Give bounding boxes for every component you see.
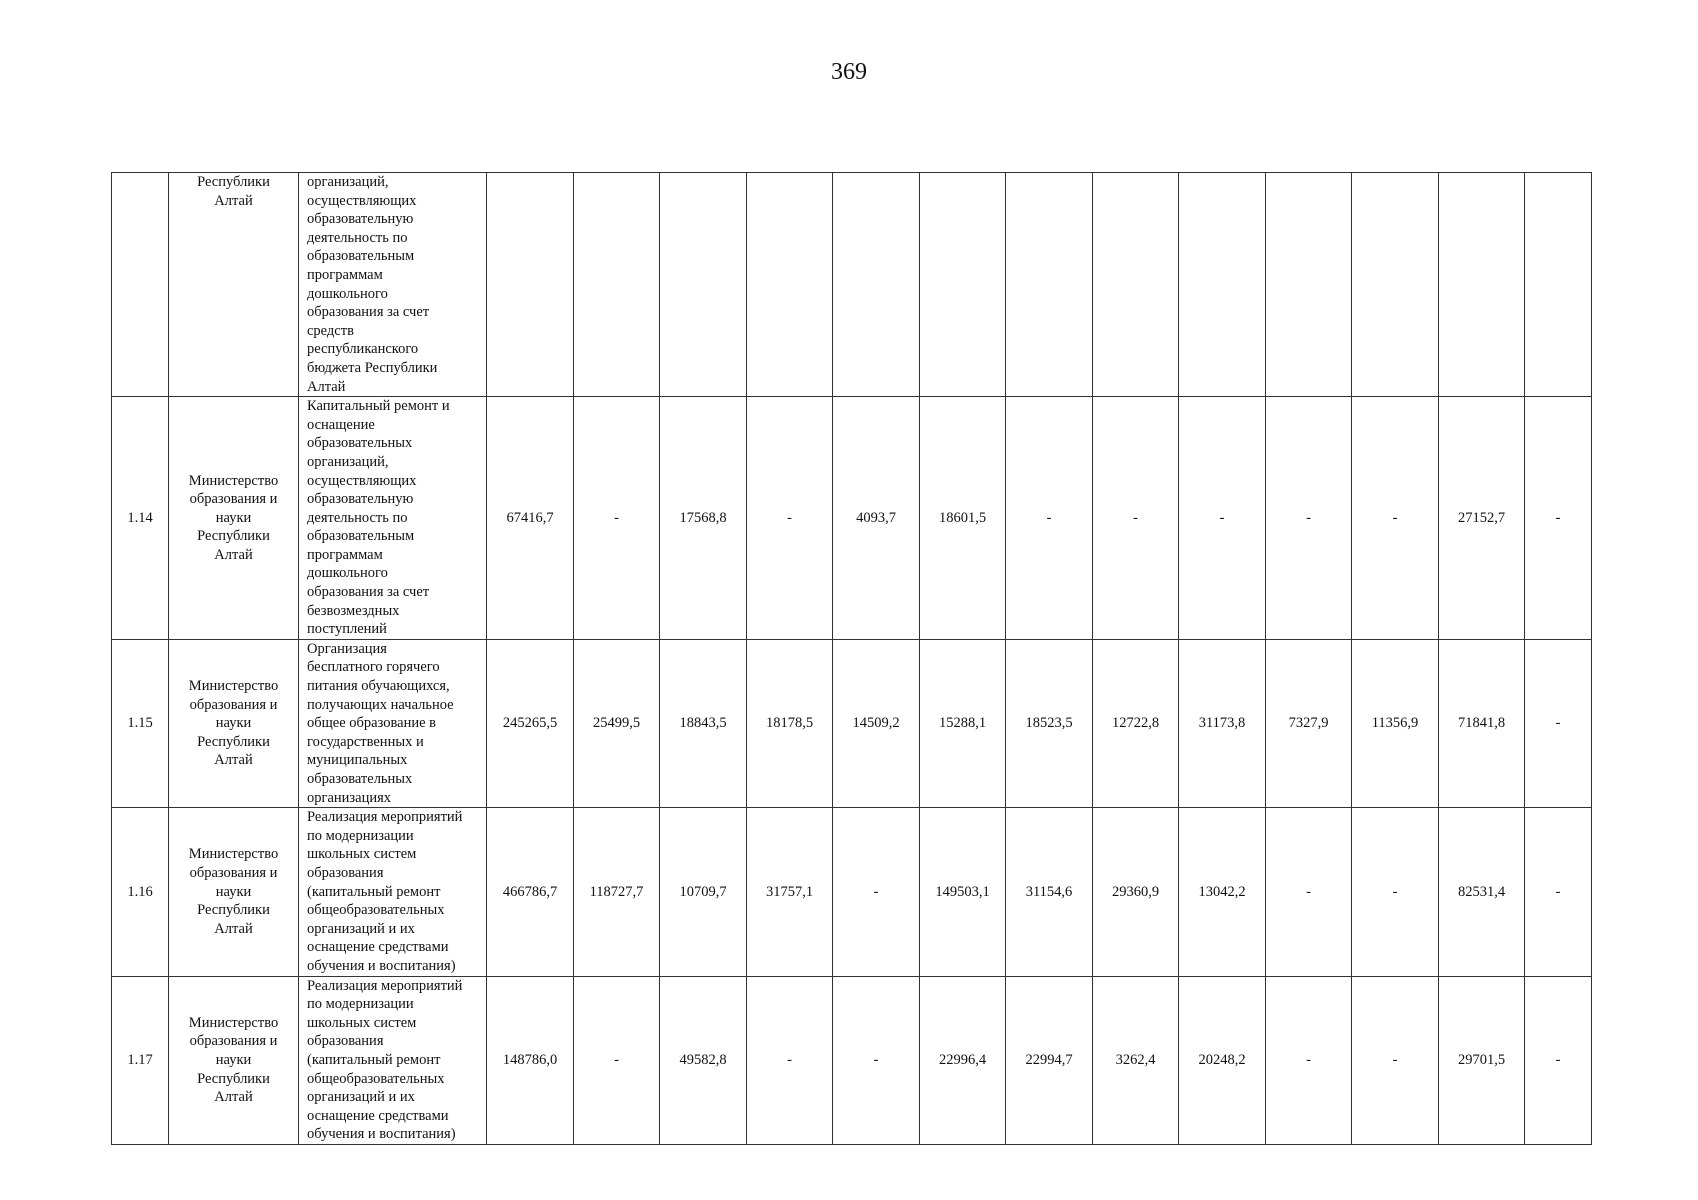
amount-cell <box>1525 173 1592 397</box>
measure-description-cell: Организация бесплатного горячего питания обучающихся, получающих начальное общее образование в государственных и муниципальных образовательных организациях <box>299 639 487 807</box>
amount-cell <box>660 173 747 397</box>
amount-cell: - <box>1525 639 1592 807</box>
amount-cell <box>833 173 920 397</box>
amount-cell: - <box>833 976 920 1144</box>
amount-cell: - <box>1525 397 1592 640</box>
amount-cell: 22994,7 <box>1006 976 1093 1144</box>
amount-cell: - <box>747 397 833 640</box>
amount-cell: - <box>1179 397 1266 640</box>
amount-cell <box>574 173 660 397</box>
row-number-cell: 1.14 <box>112 397 169 640</box>
amount-cell <box>1439 173 1525 397</box>
table-row <box>112 173 1592 397</box>
row-number-cell: 1.17 <box>112 976 169 1144</box>
amount-cell: 149503,1 <box>920 808 1006 976</box>
amount-cell: 10709,7 <box>660 808 747 976</box>
amount-cell: - <box>1266 976 1352 1144</box>
measure-description-cell: организаций, осуществляющих образовательную деятельность по образовательным программам дошкольного образования за счет средств республиканского бюджета Республики Алтай <box>299 173 487 397</box>
amount-cell <box>1093 173 1179 397</box>
amount-cell <box>487 173 574 397</box>
budget-table <box>111 172 1592 1145</box>
amount-cell: 29701,5 <box>1439 976 1525 1144</box>
amount-cell: 466786,7 <box>487 808 574 976</box>
responsible-org-cell: Министерство образования и науки Республики Алтай <box>169 397 299 640</box>
amount-cell: 14509,2 <box>833 639 920 807</box>
amount-cell: 18843,5 <box>660 639 747 807</box>
amount-cell: - <box>1266 808 1352 976</box>
amount-cell <box>1352 173 1439 397</box>
amount-cell: 12722,8 <box>1093 639 1179 807</box>
amount-cell: - <box>1525 808 1592 976</box>
measure-description-cell: Реализация мероприятий по модернизации школьных систем образования (капитальный ремонт общеобразовательных организаций и их оснащение средствами обучения и воспитания) <box>299 976 487 1144</box>
amount-cell: 11356,9 <box>1352 639 1439 807</box>
table-row <box>112 639 1592 807</box>
amount-cell: 13042,2 <box>1179 808 1266 976</box>
amount-cell: - <box>1525 976 1592 1144</box>
amount-cell: - <box>1352 397 1439 640</box>
amount-cell: 18523,5 <box>1006 639 1093 807</box>
amount-cell: 71841,8 <box>1439 639 1525 807</box>
amount-cell: - <box>1352 808 1439 976</box>
amount-cell <box>1006 173 1093 397</box>
table-row <box>112 397 1592 640</box>
amount-cell: 31154,6 <box>1006 808 1093 976</box>
amount-cell: - <box>1093 397 1179 640</box>
amount-cell: - <box>1352 976 1439 1144</box>
amount-cell: 18178,5 <box>747 639 833 807</box>
amount-cell: - <box>1266 397 1352 640</box>
amount-cell: 31173,8 <box>1179 639 1266 807</box>
amount-cell: 7327,9 <box>1266 639 1352 807</box>
amount-cell: 18601,5 <box>920 397 1006 640</box>
amount-cell <box>747 173 833 397</box>
amount-cell: 118727,7 <box>574 808 660 976</box>
responsible-org-cell: Министерство образования и науки Республики Алтай <box>169 639 299 807</box>
amount-cell <box>1266 173 1352 397</box>
table-row <box>112 808 1592 976</box>
responsible-org-cell: Министерство образования и науки Республики Алтай <box>169 808 299 976</box>
amount-cell: 15288,1 <box>920 639 1006 807</box>
row-number-cell: 1.15 <box>112 639 169 807</box>
amount-cell: 20248,2 <box>1179 976 1266 1144</box>
amount-cell: 17568,8 <box>660 397 747 640</box>
amount-cell: 82531,4 <box>1439 808 1525 976</box>
amount-cell: 25499,5 <box>574 639 660 807</box>
amount-cell: - <box>747 976 833 1144</box>
amount-cell: 245265,5 <box>487 639 574 807</box>
row-number-cell: 1.16 <box>112 808 169 976</box>
amount-cell: 3262,4 <box>1093 976 1179 1144</box>
responsible-org-cell: Министерство образования и науки Республики Алтай <box>169 976 299 1144</box>
amount-cell: 4093,7 <box>833 397 920 640</box>
amount-cell: 29360,9 <box>1093 808 1179 976</box>
measure-description-cell: Реализация мероприятий по модернизации школьных систем образования (капитальный ремонт общеобразовательных организаций и их оснащение средствами обучения и воспитания) <box>299 808 487 976</box>
measure-description-cell: Капитальный ремонт и оснащение образовательных организаций, осуществляющих образовательную деятельность по образовательным программам дошкольного образования за счет безвозмездных поступлений <box>299 397 487 640</box>
responsible-org-cell: Республики Алтай <box>169 173 299 397</box>
page-number: 369 <box>831 59 867 85</box>
amount-cell: 22996,4 <box>920 976 1006 1144</box>
table-row <box>112 976 1592 1144</box>
amount-cell <box>1179 173 1266 397</box>
amount-cell: - <box>574 397 660 640</box>
amount-cell: - <box>574 976 660 1144</box>
amount-cell: 148786,0 <box>487 976 574 1144</box>
amount-cell: 67416,7 <box>487 397 574 640</box>
amount-cell: - <box>833 808 920 976</box>
amount-cell: 49582,8 <box>660 976 747 1144</box>
amount-cell: 27152,7 <box>1439 397 1525 640</box>
amount-cell: - <box>1006 397 1093 640</box>
amount-cell: 31757,1 <box>747 808 833 976</box>
row-number-cell <box>112 173 169 397</box>
amount-cell <box>920 173 1006 397</box>
